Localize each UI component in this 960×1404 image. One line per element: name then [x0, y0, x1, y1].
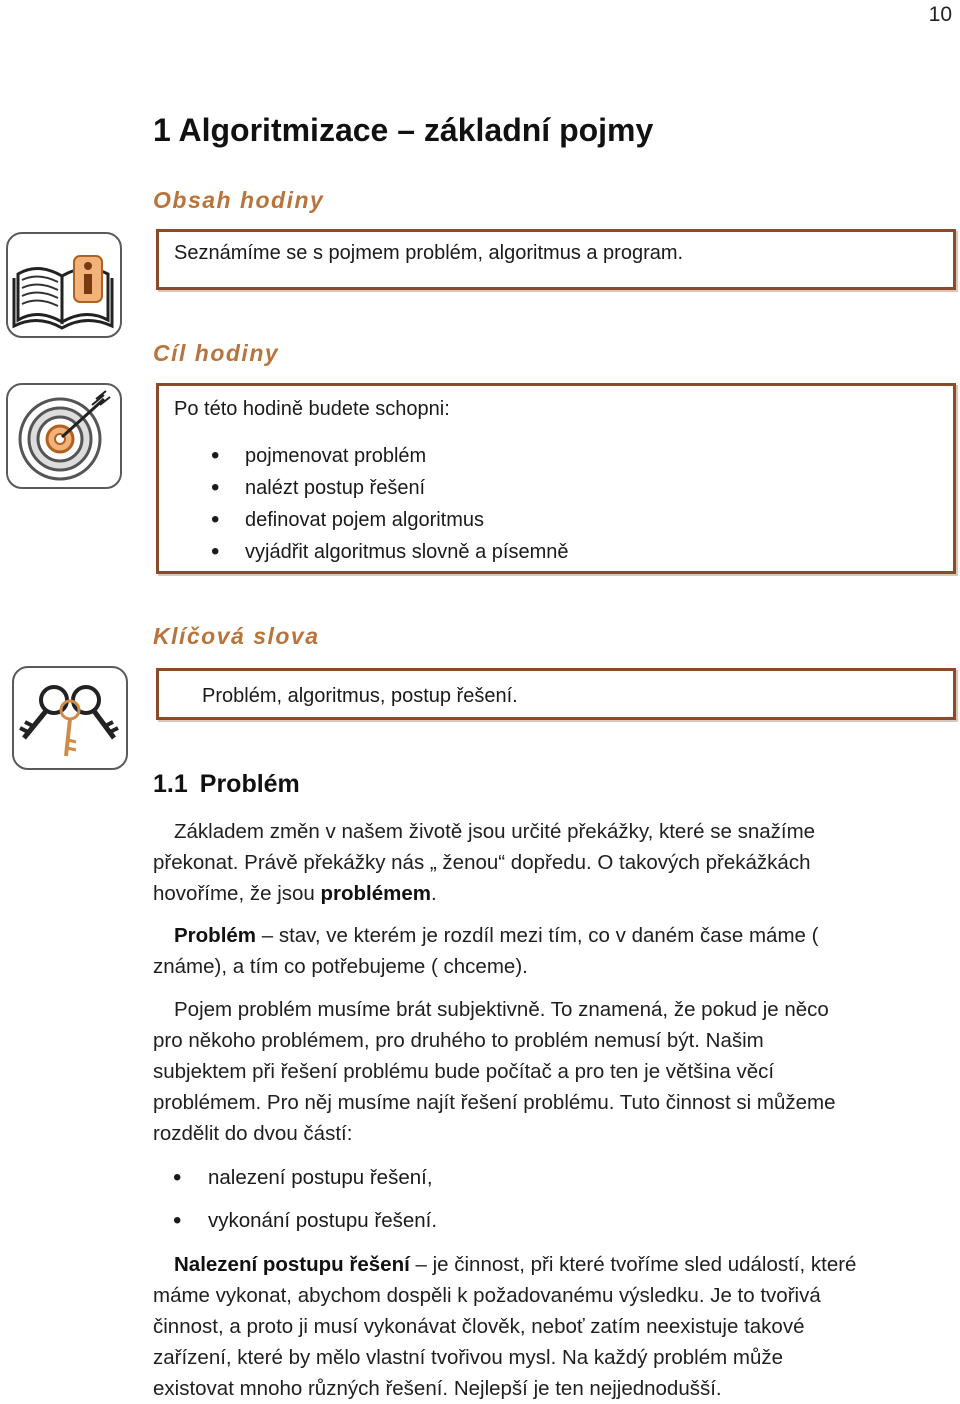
klicova-text: Problém, algoritmus, postup řešení. [202, 685, 518, 707]
paragraph-3 [153, 994, 933, 1149]
section-title [153, 770, 300, 799]
text-line: problémem. Pro něj musíme najít řešení problému. Tuto činnost si můžeme [153, 1091, 836, 1114]
chapter-title: 1 Algoritmizace – základní pojmy [153, 112, 654, 148]
text-line: zařízení, které by mělo vlastní tvořivou mysl. Na každý problém může [153, 1346, 784, 1369]
cil-item: • nalézt postup řešení [159, 472, 939, 504]
section-heading: Problém [199, 770, 300, 798]
text-span: – stav, ve kterém je rozdíl mezi tím, co v daném čase máme ( [256, 924, 819, 947]
text-line: existovat mnoho různých řešení. Nejlepší je ten nejjednodušší. [153, 1377, 722, 1400]
target-icon [6, 383, 122, 489]
text-line [153, 1249, 933, 1280]
bold-term: problémem [320, 882, 431, 905]
list-item: • nalezení postupu řešení, [153, 1162, 933, 1193]
text-line: překonat. Právě překážky nás „ ženou“ dopředu. O takových překážkách [153, 851, 811, 874]
cil-label: Cíl hodiny [153, 340, 280, 366]
obsah-label: Obsah hodiny [153, 187, 325, 213]
keys-icon [12, 666, 128, 770]
obsah-box [156, 229, 956, 290]
bold-term: Problém [174, 924, 257, 947]
text-span: . [431, 882, 437, 905]
list-item: • vykonání postupu řešení. [153, 1205, 933, 1236]
text-line: máme vykonat, abychom dospěli k požadovanému výsledku. Je to tvořivá [153, 1284, 821, 1307]
text-span: hovoříme, že jsou [153, 882, 321, 905]
cil-list [159, 440, 939, 568]
klicova-label: Klíčová slova [153, 623, 320, 649]
klicova-box [156, 668, 956, 720]
text-line [153, 920, 933, 951]
paragraph-2 [153, 920, 933, 982]
book-info-icon [6, 232, 122, 338]
text-line: rozdělit do dvou částí: [153, 1122, 353, 1145]
cil-item: • pojmenovat problém [159, 440, 939, 472]
paragraph-1 [153, 816, 933, 909]
cil-intro: Po této hodině budete schopni: [174, 398, 450, 420]
bold-term: Nalezení postupu řešení [174, 1253, 410, 1276]
steps-list [153, 1162, 933, 1236]
page-number: 10 [928, 3, 952, 26]
cil-item: • definovat pojem algoritmus [159, 504, 939, 536]
obsah-text: Seznámíme se s pojmem problém, algoritmus a program. [174, 242, 684, 264]
text-line: Základem změn v našem životě jsou určité překážky, které se snažíme [174, 820, 816, 843]
text-line [153, 878, 933, 909]
text-line: Pojem problém musíme brát subjektivně. To znamená, že pokud je něco [174, 998, 829, 1021]
cil-box [156, 383, 956, 574]
text-line: činnost, a proto ji musí vykonávat člověk, neboť zatím neexistuje takové [153, 1315, 805, 1338]
text-line: pro někoho problémem, pro druhého to problém nemusí být. Našim [153, 1029, 764, 1052]
cil-item: • vyjádřit algoritmus slovně a písemně [159, 536, 939, 568]
text-line: subjektem při řešení problému bude počítač a pro ten je většina věcí [153, 1060, 775, 1083]
text-span: – je činnost, při které tvoříme sled událostí, které [409, 1253, 857, 1276]
text-line: známe), a tím co potřebujeme ( chceme). [153, 955, 528, 978]
paragraph-4 [153, 1249, 933, 1404]
section-number: 1.1 [153, 770, 188, 798]
